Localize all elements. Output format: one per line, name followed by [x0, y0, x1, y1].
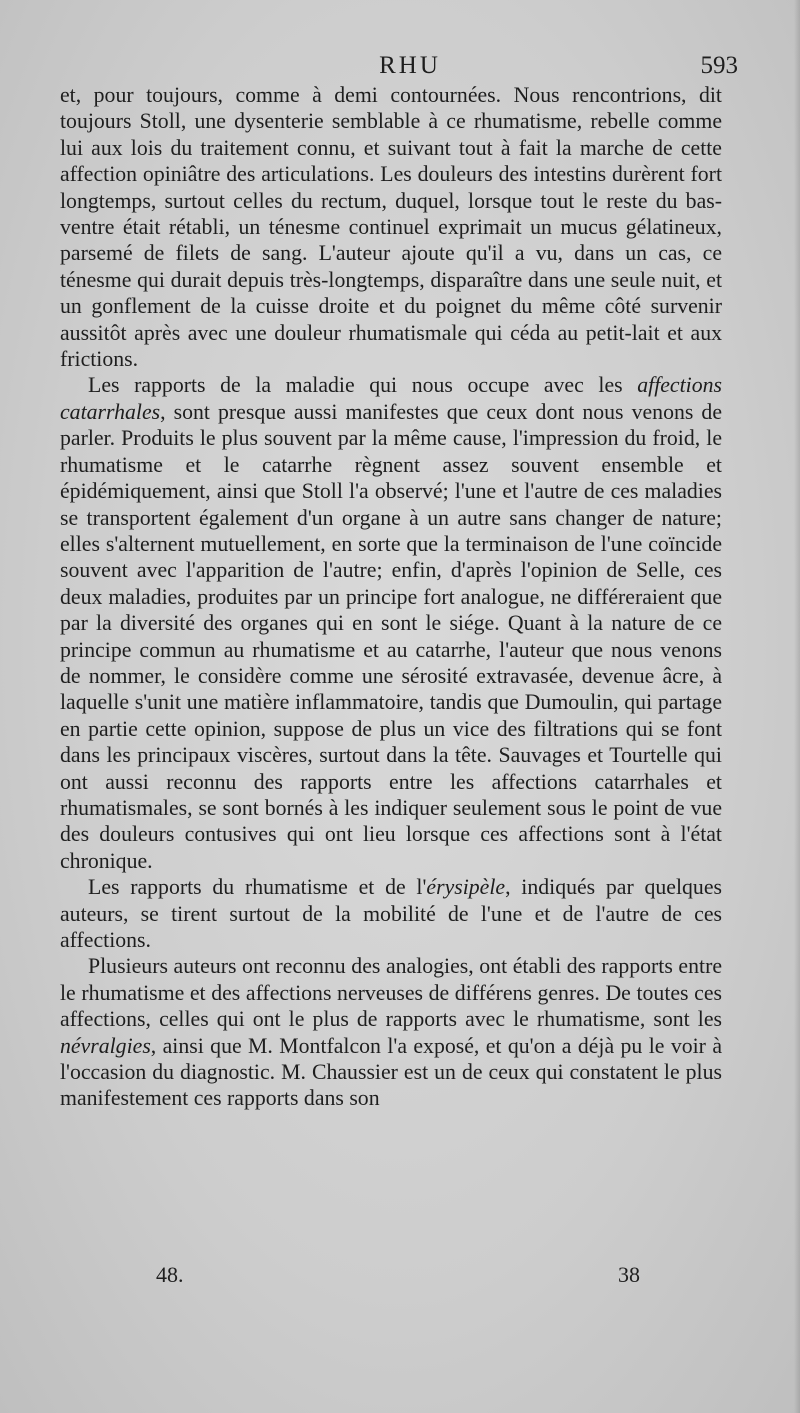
paragraph-text: , ainsi que M. Montfalcon l'a exposé, et qu'on a déjà pu le voir à l'occasion du diagnostic. M. Chaussier est un de ceux qui constatent le plus manifestement ces rapports dans son [60, 1033, 722, 1111]
paragraph-catarrhal-affections [60, 372, 722, 874]
paragraph-text: , sont presque aussi manifestes que ceux dont nous venons de parler. Produits le plus souvent par la même cause, l'impression du froid, le rhumatisme et le catarrhe règnent assez souvent ensemble et épidémiquement, ainsi que Stoll l'a observé; l'une et l'autre de ces maladies se transportent également d'un organe à un autre sans changer de nature; elles s'alternent mutuellement, en sorte que la terminaison de l'une coïncide souvent avec l'apparition de l'autre; enfin, d'après l'opinion de Selle, ces deux maladies, produites par un principe fort analogue, ne différeraient que par la diversité des organes qui en sont le siége. Quant à la nature de ce principe commun au rhumatisme et au catarrhe, l'auteur que nous venons de nommer, le considère comme une sérosité extravasée, devenue âcre, à laquelle s'unit une matière inflammatoire, tandis que Dumoulin, qui partage en partie cette opinion, suppose de plus un vice des filtrations qui se font dans les principaux viscères, surtout dans la tête. Sauvages et Tourtelle qui ont aussi reconnu des rapports entre les affections catarrhales et rhumatismales, se sont bornés à les indiquer seulement sous le point de vue des douleurs contusives qui ont lieu lorsque ces affections sont à l'état chronique. [60, 399, 722, 873]
italic-term: affections catarrhales [60, 373, 722, 424]
text-body [60, 82, 722, 1112]
paragraph-text: , indiqués par quelques auteurs, se tirent surtout de la mobilité de l'une et de l'autre de ces affections. [60, 875, 722, 952]
running-header [60, 50, 740, 86]
paragraph-dysentery [60, 82, 722, 372]
paragraph-text: Les rapports du rhumatisme et de l' [88, 875, 427, 900]
page-edge-shadow [794, 0, 800, 1413]
paragraph-text: Les rapports de la maladie qui nous occupe avec les [88, 373, 638, 398]
running-head-title: RHU [379, 52, 441, 79]
paragraph-text: et, pour toujours, comme à demi contournées. Nous rencontrions, dit toujours Stoll, une dysenterie semblable à ce rhumatisme, rebelle comme lui aux lois du traitement connu, et suivant tout à fait la marche de cette affection opiniâtre des articulations. Les douleurs des intestins durèrent fort longtemps, surtout celles du rectum, duquel, lorsque tout le reste du bas-ventre était rétabli, un ténesme continuel exprimait un mucus gélatineux, parsemé de filets de sang. L'auteur ajoute qu'il a vu, dans un cas, ce ténesme qui durait depuis très-longtemps, disparaître dans une seule nuit, et un gonflement de la cuisse droite et du poignet du même côté survenir aussitôt après avec une douleur rhumatismale qui céda au petit-lait et aux frictions. [60, 83, 722, 372]
paragraph-nervous-affections [60, 953, 722, 1111]
gathering-signature: 48. [156, 1262, 184, 1287]
sheet-signature: 38 [618, 1262, 640, 1287]
page-number: 593 [700, 52, 738, 79]
paragraph-text: Plusieurs auteurs ont reconnu des analogies, ont établi des rapports entre le rhumatisme et des affections nerveuses de différens genres. De toutes ces affections, celles qui ont le plus de rapports avec le rhumatisme, sont les [60, 954, 722, 1032]
italic-term: névralgies [60, 1033, 151, 1058]
italic-term: érysipèle [426, 875, 506, 900]
paragraph-erysipelas [60, 874, 722, 953]
